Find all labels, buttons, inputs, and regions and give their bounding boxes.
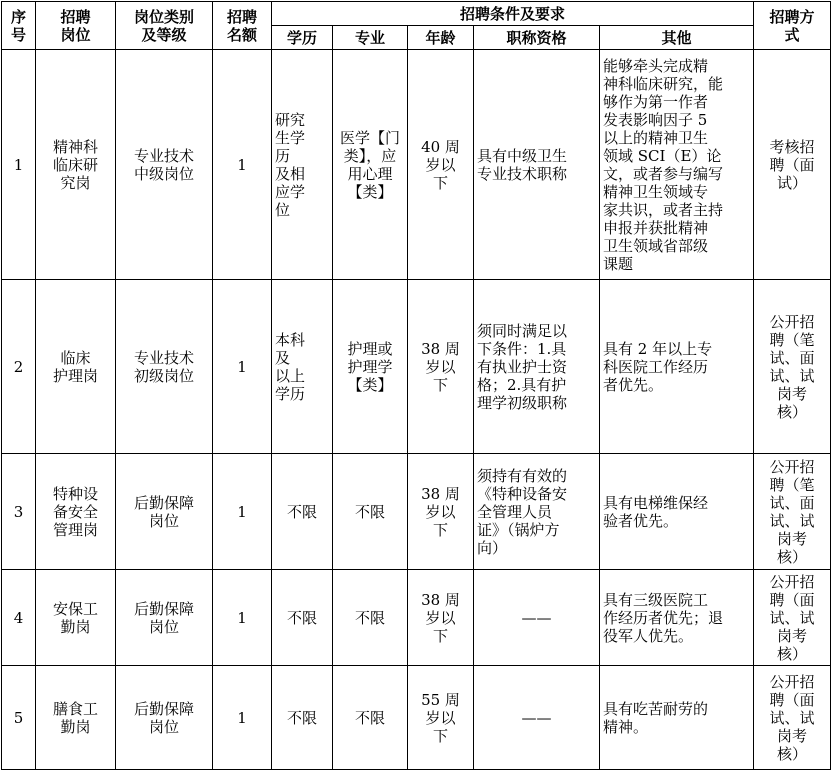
header-category: 岗位类别 及等级	[116, 2, 213, 50]
cell-seq: 1	[2, 50, 36, 280]
cell-education: 不限	[272, 570, 333, 666]
cell-education: 不限	[272, 454, 333, 570]
header-age: 年龄	[408, 26, 474, 50]
cell-other: 具有吃苦耐劳的 精神。	[600, 666, 754, 770]
cell-seq: 5	[2, 666, 36, 770]
cell-other: 具有 2 年以上专 科医院工作经历 者优先。	[600, 280, 754, 454]
cell-category: 专业技术 中级岗位	[116, 50, 213, 280]
cell-age: 40 周 岁以 下	[408, 50, 474, 280]
cell-quota: 1	[213, 50, 272, 280]
recruitment-table	[1, 1, 831, 770]
header-conditions: 招聘条件及要求	[272, 2, 754, 26]
cell-method: 公开招 聘（笔 试、面 试、试 岗考 核）	[754, 280, 831, 454]
header-method: 招聘方 式	[754, 2, 831, 50]
cell-title: 须持有有效的 《特种设备安 全管理人员 证》（锅炉方 向）	[474, 454, 600, 570]
cell-quota: 1	[213, 280, 272, 454]
cell-method: 公开招 聘（面 试、试 岗考 核）	[754, 570, 831, 666]
cell-method: 考核招 聘（面 试）	[754, 50, 831, 280]
header-other: 其他	[600, 26, 754, 50]
cell-major: 不限	[333, 454, 408, 570]
cell-category: 专业技术 初级岗位	[116, 280, 213, 454]
cell-position: 膳食工 勤岗	[36, 666, 116, 770]
cell-category: 后勤保障 岗位	[116, 570, 213, 666]
table-row	[2, 280, 831, 454]
cell-title: ——	[474, 666, 600, 770]
cell-age: 55 周 岁以 下	[408, 666, 474, 770]
cell-education: 本科 及 以上 学历	[272, 280, 333, 454]
cell-education: 不限	[272, 666, 333, 770]
cell-category: 后勤保障 岗位	[116, 454, 213, 570]
table-row	[2, 50, 831, 280]
cell-education: 研究 生学 历 及相 应学 位	[272, 50, 333, 280]
cell-position: 特种设 备安全 管理岗	[36, 454, 116, 570]
header-education: 学历	[272, 26, 333, 50]
cell-quota: 1	[213, 454, 272, 570]
cell-age: 38 周 岁以 下	[408, 454, 474, 570]
cell-major: 不限	[333, 570, 408, 666]
table-row	[2, 666, 831, 770]
cell-category: 后勤保障 岗位	[116, 666, 213, 770]
cell-seq: 4	[2, 570, 36, 666]
header-quota: 招聘 名额	[213, 2, 272, 50]
table-row	[2, 570, 831, 666]
cell-title: 须同时满足以 下条件：1.具 有执业护士资 格；2.具有护 理学初级职称	[474, 280, 600, 454]
cell-quota: 1	[213, 666, 272, 770]
header-row-1	[2, 2, 831, 26]
cell-other: 能够牵头完成精 神科临床研究，能 够作为第一作者 发表影响因子 5 以上的精神卫生 领域 SCI（E）论 文，或者参与编写 精神卫生领域专 家共识，或者主持 申报并获批精神 卫生领域省部级 课题	[600, 50, 754, 280]
cell-title: ——	[474, 570, 600, 666]
cell-major: 医学【门 类】，应 用心理 【类】	[333, 50, 408, 280]
cell-seq: 2	[2, 280, 36, 454]
cell-method: 公开招 聘（面 试、试 岗考 核）	[754, 666, 831, 770]
cell-position: 安保工 勤岗	[36, 570, 116, 666]
header-major: 专业	[333, 26, 408, 50]
cell-method: 公开招 聘（笔 试、面 试、试 岗考 核）	[754, 454, 831, 570]
cell-major: 护理或 护理学 【类】	[333, 280, 408, 454]
cell-position: 精神科 临床研 究岗	[36, 50, 116, 280]
cell-position: 临床 护理岗	[36, 280, 116, 454]
cell-seq: 3	[2, 454, 36, 570]
cell-other: 具有三级医院工 作经历者优先；退 役军人优先。	[600, 570, 754, 666]
cell-title: 具有中级卫生 专业技术职称	[474, 50, 600, 280]
cell-major: 不限	[333, 666, 408, 770]
cell-age: 38 周 岁以 下	[408, 280, 474, 454]
header-position: 招聘 岗位	[36, 2, 116, 50]
cell-quota: 1	[213, 570, 272, 666]
cell-age: 38 周 岁以 下	[408, 570, 474, 666]
table-row	[2, 454, 831, 570]
header-seq: 序 号	[2, 2, 36, 50]
header-title: 职称资格	[474, 26, 600, 50]
cell-other: 具有电梯维保经 验者优先。	[600, 454, 754, 570]
